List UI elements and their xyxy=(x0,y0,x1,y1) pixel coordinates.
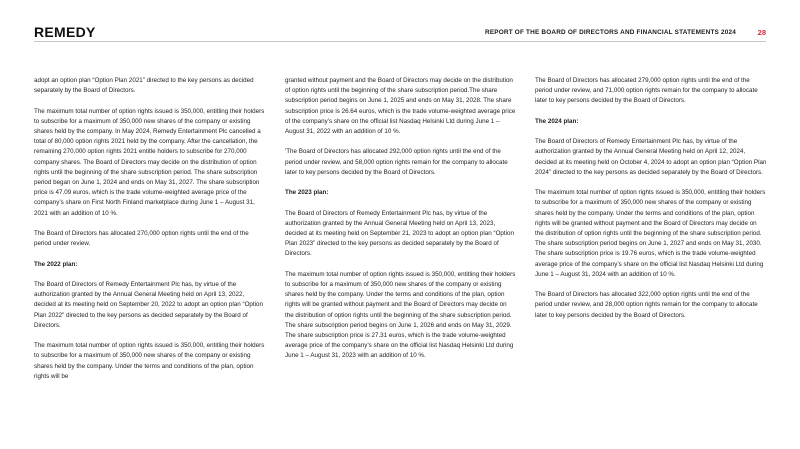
paragraph: The Board of Directors has allocated 322,000 option rights until the end of the period under review, and 28,000 option rights remain for the company to allocate later to key persons decided by the Board of Directors. xyxy=(535,291,758,319)
paragraph: The maximum total number of option rights issued is 350,000, entitling their holders to subscribe for a maximum of 350,000 new shares of the company or existing shares held by the company. In May 2024, Remedy Entertainment Plc cancelled a total of 80,000 option rights 2021 held by the company. After the cancellation, the remaining 270,000 option rights 2021 entitle holders to subscribe for 270,000 company shares. The Board of Directors may decide on the distribution of option rights until the beginning of the share subscription period. The share subscription period began on June 1, 2024 and ends on May 31, 2027. The share subscription price is 47.09 euros, which is the trade volume-weighted average price of the company’s share on First North Finland marketplace during June 1 – August 31, 2021 with an addition of 10 %. xyxy=(34,107,265,217)
paragraph: The Board of Directors of Remedy Entertainment Plc has, by virtue of the authorization granted by the Annual General Meeting held on April 13, 2023, decided at its meeting held on September 21, 2023 to adopt an option plan “Option Plan 2023” directed to the key persons as decided separately by the Board of Directors. xyxy=(285,209,514,258)
section-heading-2023-plan: The 2023 plan: xyxy=(285,189,329,197)
text-column-2 xyxy=(285,76,517,372)
paragraph: The maximum total number of option rights issued is 350,000, entitling their holders to subscribe for a maximum of 350,000 new shares of the company or existing shares held by the company. Under the terms and conditions of the plan, option rights will be xyxy=(34,342,265,380)
paragraph: The Board of Directors of Remedy Entertainment Plc has, by virtue of the authorization granted by the Annual General Meeting held on April 13, 2022, decided at its meeting held on September 20, 2022 to adopt an option plan “Option Plan 2022” directed to the key persons as decided separately by the Board of Directors. xyxy=(34,281,263,329)
paragraph: adopt an option plan “Option Plan 2021” directed to the key persons as decided separately by the Board of Directors. xyxy=(34,77,254,95)
text-column-3 xyxy=(535,76,767,331)
section-heading-2024-plan: The 2024 plan: xyxy=(535,117,579,125)
paragraph: The maximum total number of option rights issued is 350,000, entitling their holders to subscribe for a maximum of 350,000 new shares of the company or existing shares held by the company. Under the terms and conditions of the plan, option rights will be granted without payment and the Board of Directors may decide on the distribution of option rights until the beginning of the share subscription period. The share subscription period begins on June 1, 2026 and ends on May 31, 2029. The share subscription price is 27.31 euros, which is the trade volume-weighted average price of the company’s share on the official list Nasdaq Helsinki Ltd during June 1 – August 31, 2023 with an addition of 10 %. xyxy=(285,270,516,360)
report-title: REPORT OF THE BOARD OF DIRECTORS AND FINANCIAL STATEMENTS 2024 xyxy=(485,29,736,36)
page-number: 28 xyxy=(757,28,766,37)
paragraph: The Board of Directors has allocated 270,000 option rights until the end of the period under review. xyxy=(34,230,249,248)
paragraph: The Board of Directors has allocated 279,000 option rights until the end of the period under review, and 71,000 option rights remain for the company to allocate later to key persons decided by the Board of Directors. xyxy=(535,77,758,105)
paragraph: The maximum total number of option rights issued is 350,000, entitling their holders to subscribe for a maximum of 350,000 new shares of the company or existing shares held by the company. Under the terms and conditions of the plan, option rights will be granted without payment and the Board of Directors may decide on the distribution of option rights until the beginning of the share subscription period. The share subscription period begins on June 1, 2027 and ends on May 31, 2030. The share subscription price is 19.76 euros, which is the trade volume-weighted average price of the company’s share on the official list Nasdaq Helsinki Ltd during June 1 – August 31, 2024 with an addition of 10 %. xyxy=(535,189,766,278)
section-heading-2022-plan: The 2022 plan: xyxy=(34,260,78,268)
header-divider xyxy=(34,41,766,42)
text-column-1 xyxy=(34,76,266,392)
brand-logo: REMEDY xyxy=(34,24,96,40)
paragraph: 'The Board of Directors has allocated 292,000 option rights until the end of the period under review, and 58,000 option rights remain for the company to allocate later to key persons decided by the Board of Directors. xyxy=(285,148,508,176)
paragraph: granted without payment and the Board of Directors may decide on the distribution of option rights until the beginning of the share subscription period.The share subscription period begins on June 1, 2025 and ends on May 31, 2028. The share subscription price is 26.64 euros, which is the trade volume-weighted average price of the company’s share on the official list Nasdaq Helsinki Ltd during June 1 – August 31, 2022 with an addition of 10 %. xyxy=(285,77,516,136)
paragraph: The Board of Directors of Remedy Entertainment Plc has, by virtue of the authorization granted by the Annual General Meeting held on April 12, 2024, decided at its meeting held on October 4, 2024 to adopt an option plan “Option Plan 2024” directed to the key persons as decided separately by the Board of Directors. xyxy=(535,138,767,176)
